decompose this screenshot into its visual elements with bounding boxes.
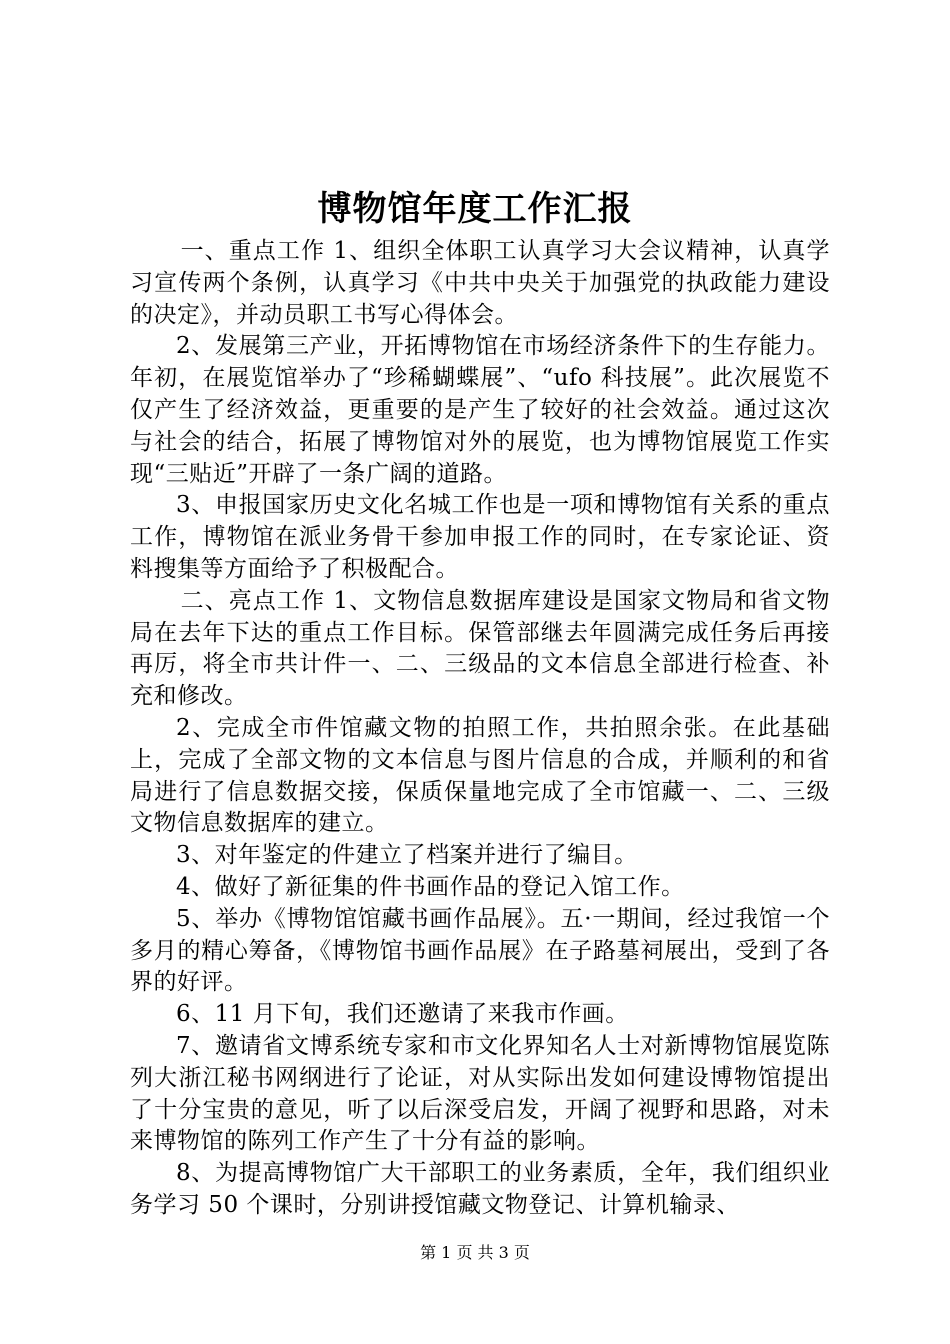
document-body [130,236,830,1222]
paragraph-key-work-2: 2、发展第三产业，开拓博物馆在市场经济条件下的生存能力。年初，在展览馆举办了“珍稀蝴蝶展”、“ufo 科技展”。此次展览不仅产生了经济效益，更重要的是产生了较好的社会效益。通过这次与社会的结合，拓展了博物馆对外的展览，也为博物馆展览工作实现“三贴近”开辟了一条广阔的道路。 [130,333,830,487]
paragraph-highlight-2: 2、完成全市件馆藏文物的拍照工作，共拍照余张。在此基础上，完成了全部文物的文本信息与图片信息的合成，并顺利的和省局进行了信息数据交接，保质保量地完成了全市馆藏一、二、三级文物信息数据库的建立。 [130,714,830,837]
page-number-footer: 第 1 页 共 3 页 [420,1243,530,1262]
paragraph-highlight-7: 7、邀请省文博系统专家和市文化界知名人士对新博物馆展览陈列大浙江秘书网纲进行了论证，对从实际出发如何建设博物馆提出了十分宝贵的意见，听了以后深受启发，开阔了视野和思路，对未来博物馆的陈列工作产生了十分有益的影响。 [130,1032,830,1155]
paragraph-highlight-3: 3、对年鉴定的件建立了档案并进行了编目。 [176,842,638,869]
paragraph-highlight-6: 6、11 月下旬，我们还邀请了来我市作画。 [176,1001,629,1028]
paragraph-key-work-1: 一、重点工作 1、组织全体职工认真学习大会议精神，认真学习宣传两个条例，认真学习《中共中央关于加强党的执政能力建设的决定》，并动员职工书写心得体会。 [130,238,830,328]
paragraph-highlight-1: 二、亮点工作 1、文物信息数据库建设是国家文物局和省文物局在去年下达的重点工作目标。保管部继去年圆满完成任务后再接再厉，将全市共计件一、二、三级品的文本信息全部进行检查、补充和修改。 [130,587,830,710]
paragraph-highlight-5: 5、举办《博物馆馆藏书画作品展》。五·一期间，经过我馆一个多月的精心筹备，《博物馆书画作品展》在子路墓祠展出，受到了各界的好评。 [130,905,830,996]
paragraph-highlight-8: 8、为提高博物馆广大干部职工的业务素质，全年，我们组织业务学习 50 个课时，分别讲授馆藏文物登记、计算机输录、 [130,1160,830,1218]
paragraph-key-work-3: 3、申报国家历史文化名城工作也是一项和博物馆有关系的重点工作，博物馆在派业务骨干参加申报工作的同时，在专家论证、资料搜集等方面给予了积极配合。 [130,492,830,582]
page-title: 博物馆年度工作汇报 [317,189,633,229]
paragraph-highlight-4: 4、做好了新征集的件书画作品的登记入馆工作。 [176,873,685,900]
